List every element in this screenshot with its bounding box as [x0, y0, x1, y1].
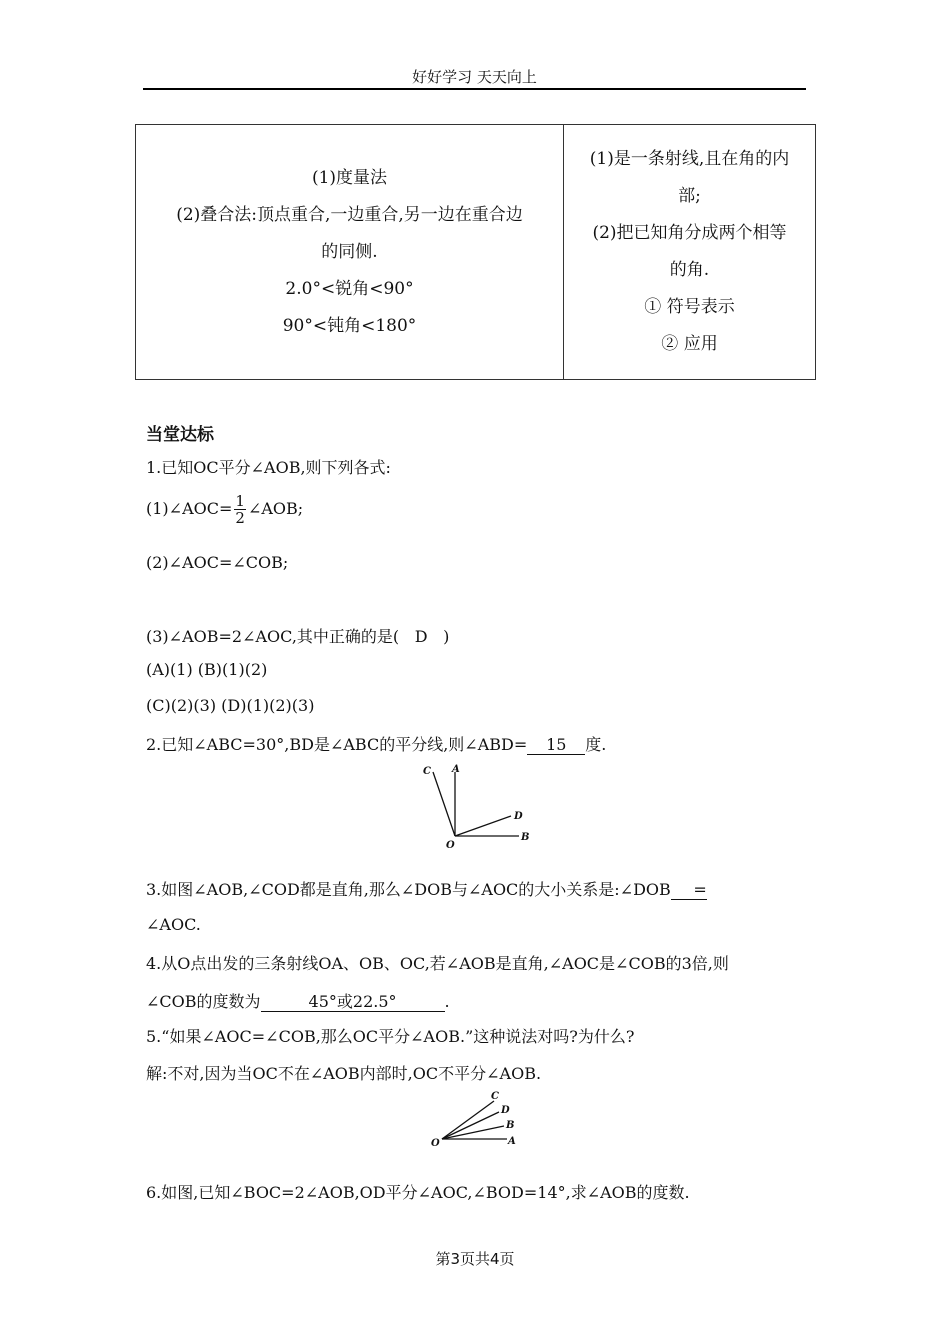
ray-od [455, 816, 511, 836]
summary-table [135, 124, 816, 380]
page-footer: 第3页共4页 [435, 1250, 515, 1268]
fraction [234, 493, 246, 526]
header-rule [143, 88, 806, 90]
figure-2 [428, 1088, 524, 1152]
q1-option-3-pre: (3)∠AOB=2∠AOC,其中正确的是( [146, 627, 400, 646]
summary-cell-right [564, 125, 816, 380]
q3-line-2: ∠AOC. [146, 915, 201, 934]
figure-1 [415, 758, 535, 852]
ray-od [442, 1112, 499, 1139]
q4-pre: ∠COB的度数为 [146, 992, 261, 1011]
q2-pre: 2.已知∠ABC=30°,BD是∠ABC的平分线,则∠ABD= [146, 735, 528, 754]
right-line: (2)把已知角分成两个相等 [592, 223, 787, 243]
section-title: 当堂达标 [146, 425, 214, 445]
q4-line-2 [146, 989, 450, 1012]
label-a: A [508, 1136, 516, 1147]
q6: 6.如图,已知∠BOC=2∠AOB,OD平分∠AOC,∠BOD=14°,求∠AOB的度数. [146, 1183, 690, 1202]
label-b: B [506, 1120, 515, 1131]
label-o: O [446, 840, 455, 851]
q2-post: 度. [585, 735, 607, 754]
q3-answer-blank: = [671, 881, 707, 900]
q1-choices-ab: (A)(1) (B)(1)(2) [146, 660, 268, 679]
q2-answer-blank: 15 [527, 736, 585, 755]
q3-pre: 3.如图∠AOB,∠COD都是直角,那么∠DOB与∠AOC的大小关系是:∠DOB [146, 880, 671, 899]
right-line: ① 符号表示 [644, 297, 735, 317]
q3-line-1 [146, 877, 707, 900]
ray-oc [433, 772, 455, 836]
label-c: C [423, 766, 431, 777]
q4-post: . [444, 992, 450, 1011]
q1-option-3-post: ) [443, 627, 450, 646]
q1-stem: 1.已知OC平分∠AOB,则下列各式: [146, 458, 391, 477]
left-line: 2.0°<锐角<90° [285, 278, 414, 299]
summary-cell-left [136, 125, 564, 380]
label-a: A [452, 764, 460, 775]
q1-choices-cd: (C)(2)(3) (D)(1)(2)(3) [146, 696, 315, 715]
q1-option-2: (2)∠AOC=∠COB; [146, 553, 289, 572]
q4-line-1: 4.从O点出发的三条射线OA、OB、OC,若∠AOB是直角,∠AOC是∠COB的3倍,则 [146, 954, 729, 973]
left-line: (2)叠合法:顶点重合,一边重合,另一边在重合边 [176, 204, 523, 225]
label-b: B [521, 832, 530, 843]
q1-option-1-pre: (1)∠AOC= [146, 499, 233, 518]
right-line: ② 应用 [661, 334, 718, 354]
q4-answer-blank: 45°或22.5° [261, 993, 445, 1012]
label-c: C [491, 1091, 499, 1102]
q5-question: 5.“如果∠AOC=∠COB,那么OC平分∠AOB.”这种说法对吗?为什么? [146, 1027, 635, 1046]
label-d: D [501, 1105, 510, 1116]
right-line: 的角. [669, 260, 710, 280]
fraction-numerator: 1 [235, 492, 245, 510]
q1-option-1-post: ∠AOB; [247, 499, 304, 518]
right-line: (1)是一条射线,且在角的内 [589, 149, 790, 169]
left-line: (1)度量法 [311, 167, 388, 188]
fraction-denominator: 2 [235, 509, 245, 527]
q5-solution: 解:不对,因为当OC不在∠AOB内部时,OC不平分∠AOB. [146, 1064, 542, 1083]
q1-option-1 [146, 493, 303, 526]
right-line: 部; [678, 186, 701, 206]
label-d: D [514, 811, 523, 822]
page-header: 好好学习 天天向上 [412, 68, 537, 86]
left-line: 90°<钝角<180° [282, 315, 417, 336]
q2 [146, 732, 606, 755]
q1-option-3 [146, 624, 449, 647]
left-line: 的同侧. [321, 241, 378, 262]
q1-answer: D [414, 627, 428, 646]
label-o: O [431, 1138, 440, 1149]
